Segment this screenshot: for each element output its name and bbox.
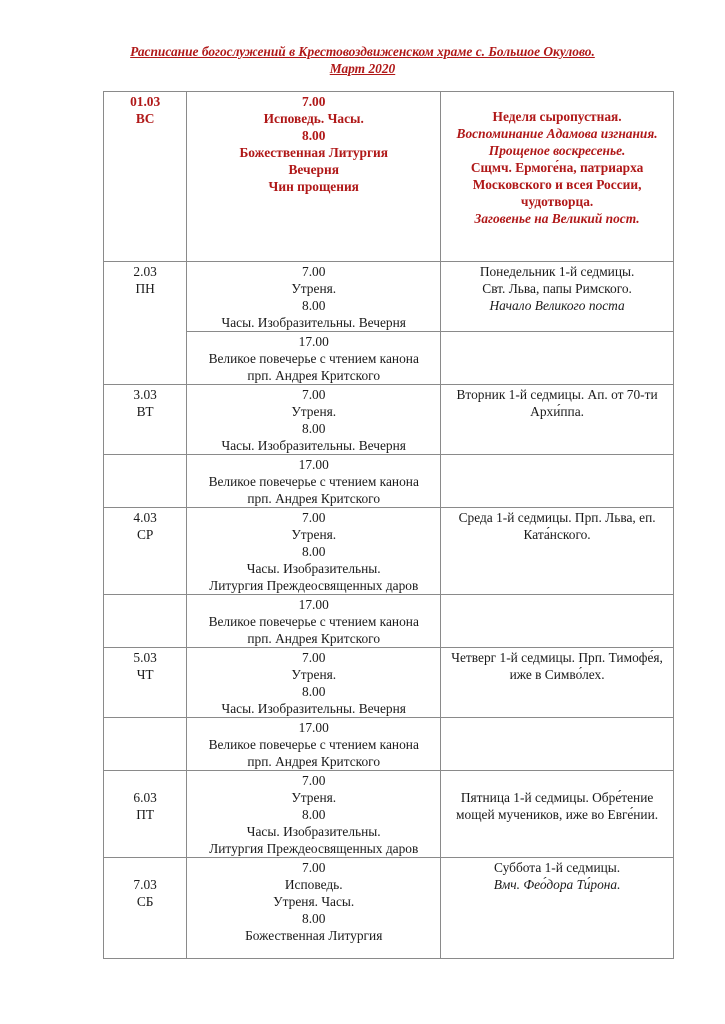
table-row	[104, 455, 674, 508]
evening-time: 17.00	[298, 334, 329, 349]
service-line: Утреня.	[291, 404, 337, 419]
feast-cell	[441, 262, 674, 332]
service-line: Утреня.	[291, 281, 337, 296]
service-line: 7.00	[302, 650, 326, 665]
date-cell	[104, 648, 187, 718]
table-row	[104, 718, 674, 771]
page-title	[0, 44, 725, 77]
evening-line: прп. Андрея Критского	[247, 368, 381, 383]
table-row	[104, 858, 674, 959]
date-cell	[104, 508, 187, 595]
service-line: Утреня.	[291, 527, 337, 542]
evening-line: прп. Андрея Критского	[247, 754, 381, 769]
feast-line: Начало Великого поста	[489, 298, 625, 313]
table-row	[104, 648, 674, 718]
table-row	[104, 508, 674, 595]
empty-cell	[441, 718, 674, 771]
evening-line: прп. Андрея Критского	[247, 491, 381, 506]
service-line: Часы. Изобразительны.	[246, 561, 381, 576]
day-of-week: ЧТ	[136, 667, 154, 682]
evening-line: Великое повечерье с чтением канона	[208, 474, 419, 489]
feast-cell	[441, 648, 674, 718]
date-cell	[104, 262, 187, 385]
day-of-week: ВС	[135, 111, 155, 126]
title-line-2: Март 2020	[329, 60, 396, 76]
service-line: Часы. Изобразительны.	[246, 824, 381, 839]
service-line: 8.00	[302, 544, 326, 559]
day-of-week: ПТ	[136, 807, 155, 822]
date-cell	[104, 92, 187, 262]
evening-line: Великое повечерье с чтением канона	[208, 737, 419, 752]
feast-line: Сщмч. Ермоге́на, патриарха Московского и всея России, чудотворца.	[470, 160, 644, 209]
service-line: Исповедь.	[284, 877, 343, 892]
service-line: Утреня.	[291, 667, 337, 682]
date-cell	[104, 385, 187, 455]
table-row	[104, 771, 674, 858]
service-line: 7.00	[302, 773, 326, 788]
service-line: 7.00	[302, 510, 326, 525]
empty-cell	[104, 718, 187, 771]
day-of-week: СР	[136, 527, 154, 542]
service-line: Часы. Изобразительны. Вечерня	[221, 701, 406, 716]
feast-line: Заговенье на Великий пост.	[474, 211, 640, 226]
empty-cell	[441, 332, 674, 385]
table-row	[104, 92, 674, 262]
service-line: Вечерня	[288, 162, 339, 177]
service-line: 8.00	[302, 298, 326, 313]
date: 4.03	[133, 510, 157, 525]
service-line: Часы. Изобразительны. Вечерня	[221, 315, 406, 330]
day-of-week: ПН	[135, 281, 155, 296]
day-of-week: ВТ	[136, 404, 154, 419]
feast-line: Вторник 1-й седмицы. Ап. от 70-ти Архи́ппа.	[456, 387, 658, 419]
services-cell	[187, 508, 441, 595]
evening-time: 17.00	[298, 720, 329, 735]
evening-cell	[187, 332, 441, 385]
date: 6.03	[133, 790, 157, 805]
service-line: Божественная Литургия	[245, 928, 383, 943]
date: 5.03	[133, 650, 157, 665]
empty-cell	[441, 455, 674, 508]
feast-line: Воспоминание Адамова изгнания.	[456, 126, 658, 141]
feast-line: Вмч. Фео́дора Ти́рона.	[493, 877, 621, 892]
empty-cell	[104, 455, 187, 508]
table-row	[104, 595, 674, 648]
date: 2.03	[133, 264, 157, 279]
service-line: 8.00	[302, 911, 326, 926]
feast-cell	[441, 385, 674, 455]
feast-cell	[441, 92, 674, 262]
services-cell	[187, 262, 441, 332]
service-line: Литургия Преждеосвященных даров	[209, 841, 419, 856]
table-row	[104, 332, 674, 385]
evening-time: 17.00	[298, 457, 329, 472]
empty-cell	[104, 595, 187, 648]
feast-line: Свт. Льва, папы Римского.	[482, 281, 632, 296]
feast-line: Суббота 1-й седмицы.	[494, 860, 621, 875]
services-cell	[187, 771, 441, 858]
feast-line: Четверг 1-й седмицы. Прп. Тимофе́я, иже в Симво́лех.	[451, 650, 663, 682]
service-line: Утреня.	[291, 790, 337, 805]
title-line-1: Расписание богослужений в Крестовоздвиженском храме с. Большое Окулово.	[130, 44, 595, 59]
date-cell	[104, 771, 187, 858]
feast-line: Прощеное воскресенье.	[488, 143, 626, 158]
evening-cell	[187, 595, 441, 648]
date: 01.03	[130, 94, 161, 109]
date-cell	[104, 858, 187, 959]
date: 7.03	[133, 877, 157, 892]
feast-line: Среда 1-й седмицы. Прп. Льва, еп. Ката́нского.	[458, 510, 656, 542]
services-cell	[187, 92, 441, 262]
feast-cell	[441, 508, 674, 595]
evening-line: Великое повечерье с чтением канона	[208, 351, 419, 366]
schedule-table	[103, 91, 674, 959]
day-of-week: СБ	[136, 894, 154, 909]
feast-line: Неделя сыропустная.	[492, 109, 622, 124]
service-line: Чин прощения	[268, 179, 359, 194]
service-line: 8.00	[302, 807, 326, 822]
service-line: Часы. Изобразительны. Вечерня	[221, 438, 406, 453]
evening-line: прп. Андрея Критского	[247, 631, 381, 646]
service-line: 8.00	[302, 128, 326, 143]
service-line: 7.00	[302, 264, 326, 279]
table-row	[104, 262, 674, 332]
services-cell	[187, 648, 441, 718]
feast-cell	[441, 858, 674, 959]
feast-cell	[441, 771, 674, 858]
table-row	[104, 385, 674, 455]
service-line: Исповедь. Часы.	[263, 111, 364, 126]
services-cell	[187, 385, 441, 455]
service-line: Литургия Преждеосвященных даров	[209, 578, 419, 593]
service-line: 8.00	[302, 421, 326, 436]
evening-time: 17.00	[298, 597, 329, 612]
empty-cell	[441, 595, 674, 648]
service-line: 7.00	[302, 94, 326, 109]
evening-line: Великое повечерье с чтением канона	[208, 614, 419, 629]
feast-line: Пятница 1-й седмицы. Обре́тение мощей мучеников, иже во Евге́нии.	[456, 790, 659, 822]
services-cell	[187, 858, 441, 959]
service-line: Утреня. Часы.	[273, 894, 355, 909]
evening-cell	[187, 718, 441, 771]
service-line: Божественная Литургия	[239, 145, 388, 160]
date: 3.03	[133, 387, 157, 402]
evening-cell	[187, 455, 441, 508]
feast-line: Понедельник 1-й седмицы.	[479, 264, 635, 279]
service-line: 7.00	[302, 860, 326, 875]
service-line: 7.00	[302, 387, 326, 402]
service-line: 8.00	[302, 684, 326, 699]
